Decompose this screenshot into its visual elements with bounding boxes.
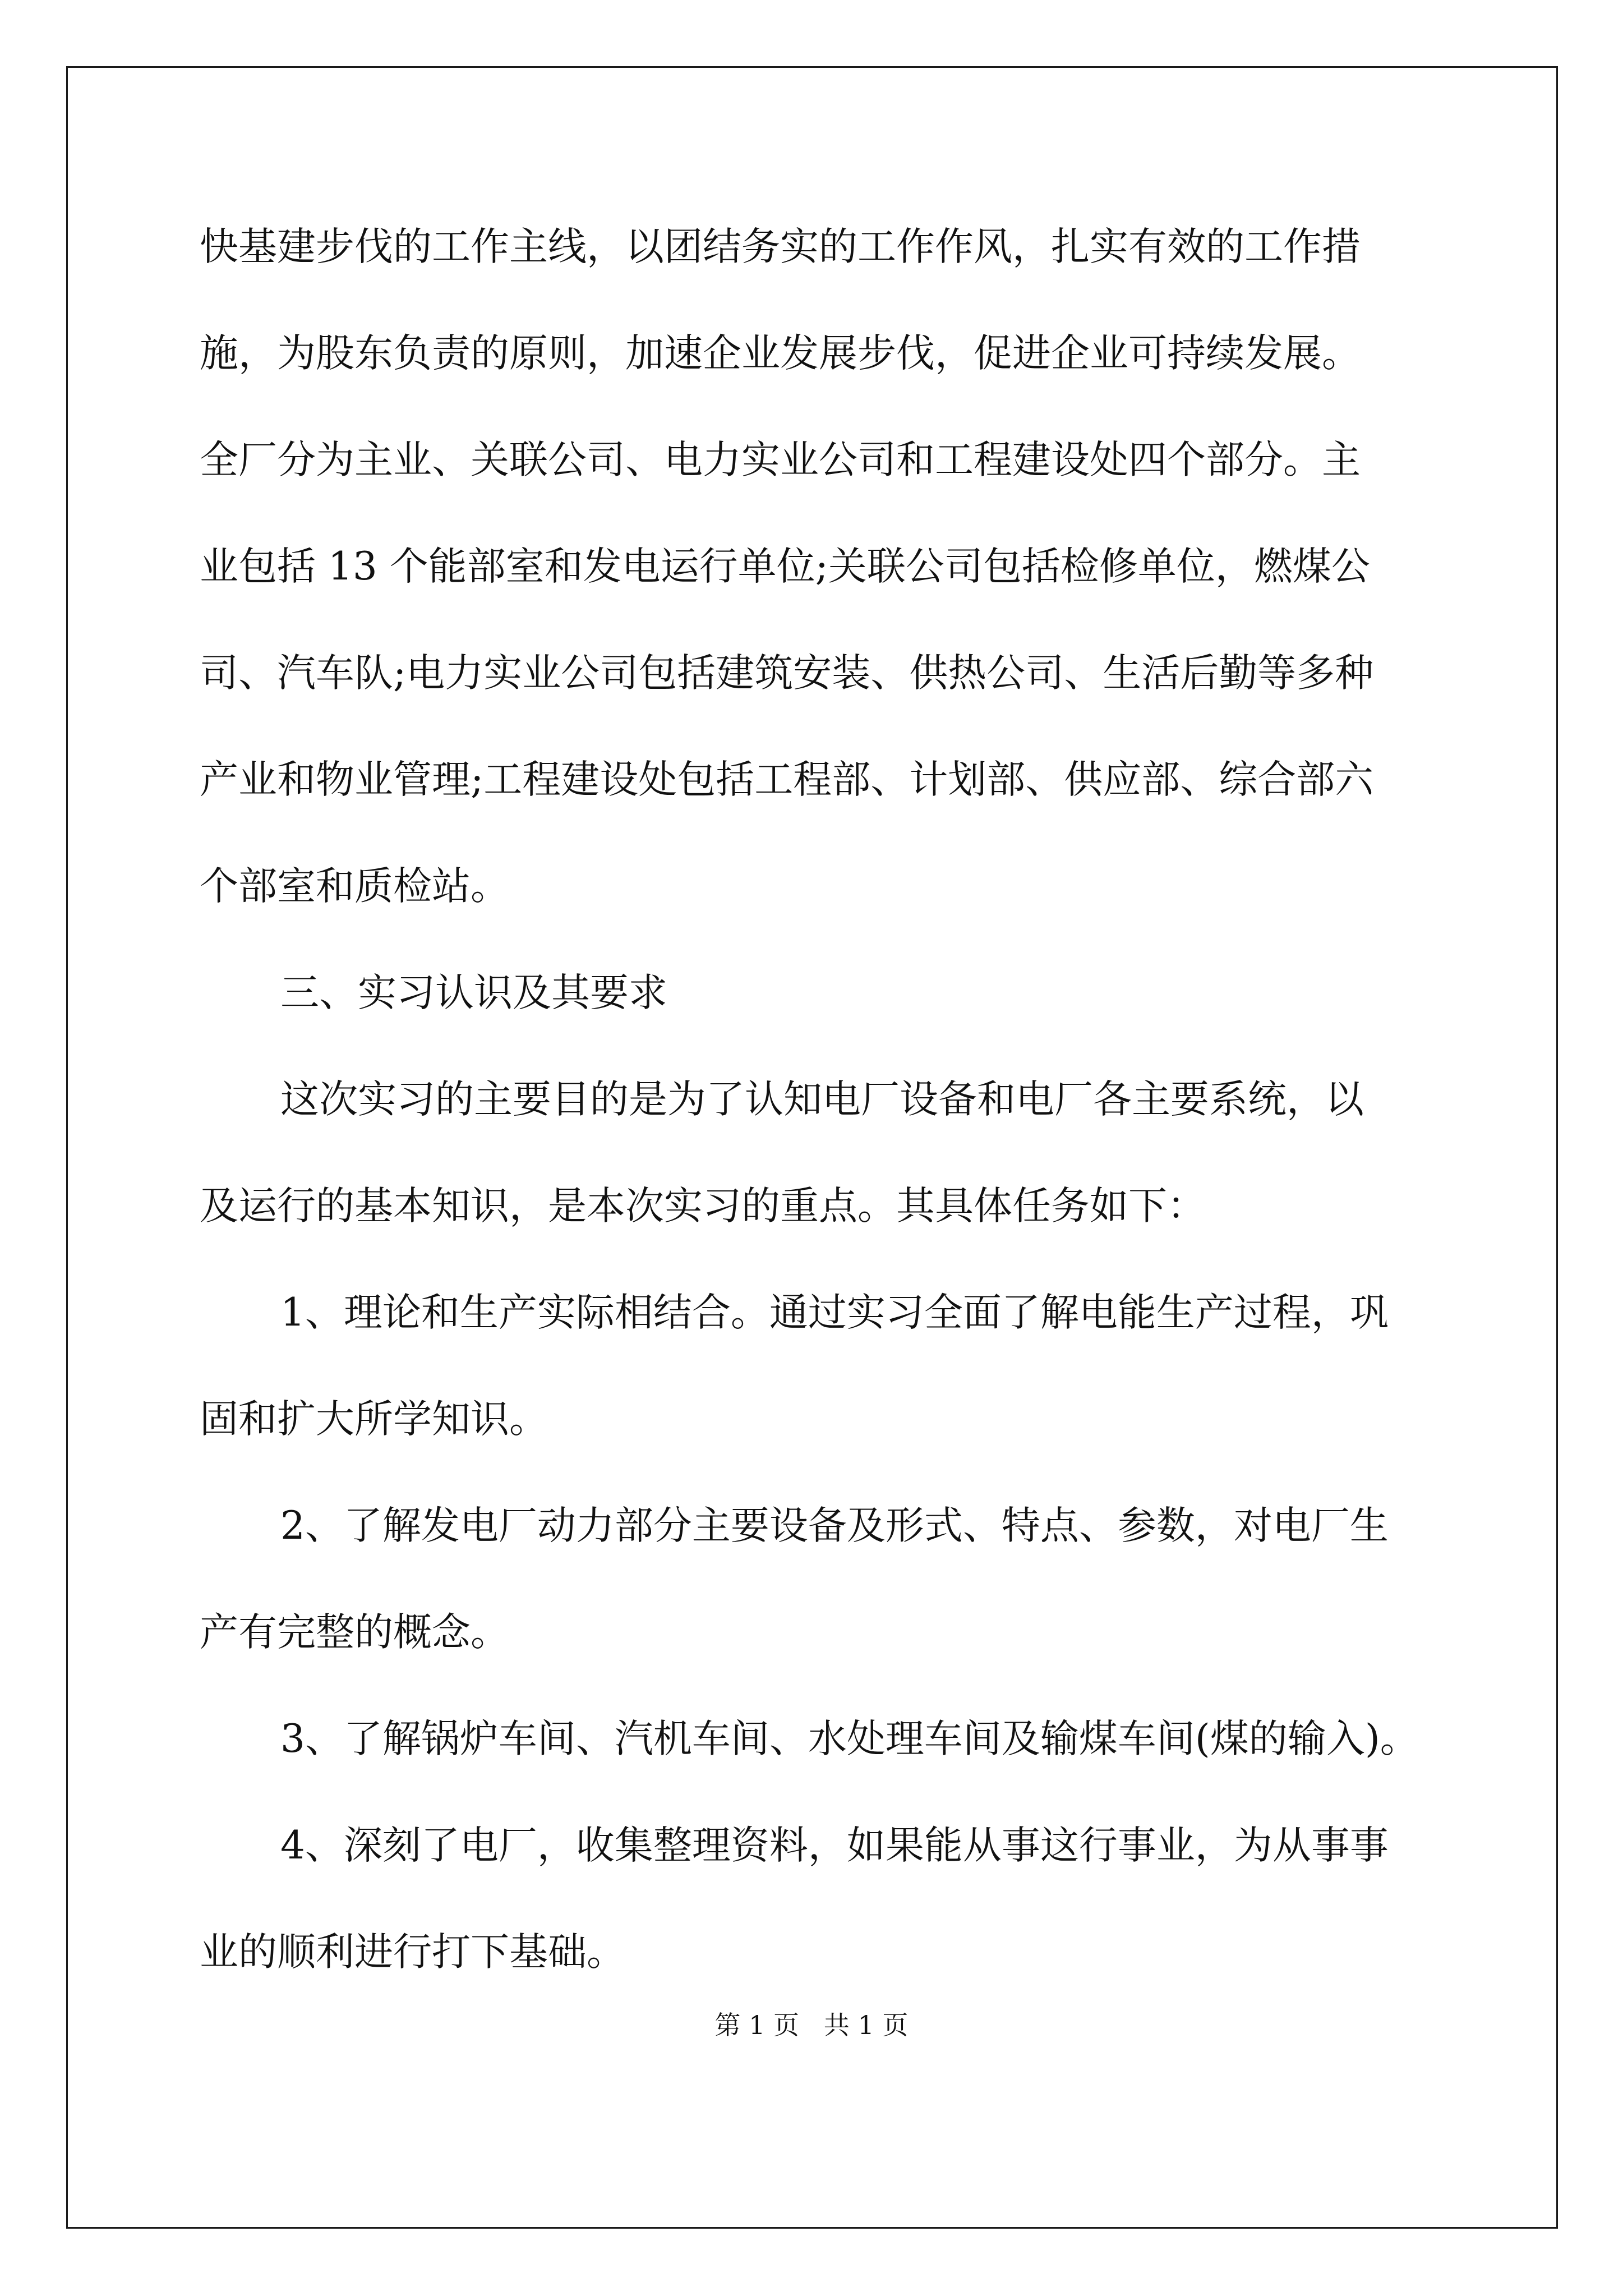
body-line-5: 司、汽车队;电力实业公司包括建筑安装、供热公司、生活后勤等多种 (200, 651, 1374, 696)
page-number: 第 1 页 共 1 页 (714, 2010, 909, 2040)
body-line-10: 及运行的基本知识，是本次实习的重点。其具体任务如下： (200, 1184, 1206, 1228)
body-line-14: 产有完整的概念。 (200, 1610, 509, 1655)
body-line-16: 4、深刻了电厂，收集整理资料，如果能从事这行事业，为从事事 (280, 1823, 1389, 1868)
body-line-15: 3、了解锅炉车间、汽机车间、水处理车间及输煤车间(煤的输入)。 (280, 1717, 1419, 1761)
body-line-6: 产业和物业管理;工程建设处包括工程部、计划部、供应部、综合部六 (200, 757, 1374, 802)
body-line-9: 这次实习的主要目的是为了认知电厂设备和电厂各主要系统，以 (280, 1077, 1364, 1122)
body-line-7: 个部室和质检站。 (200, 864, 509, 909)
body-line-13: 2、了解发电厂动力部分主要设备及形式、特点、参数，对电厂生 (280, 1503, 1389, 1548)
page-border (66, 66, 1558, 2229)
body-line-17: 业的顺利进行打下基础。 (200, 1930, 625, 1975)
section-heading: 三、实习认识及其要求 (280, 970, 667, 1015)
body-line-3: 全厂分为主业、关联公司、电力实业公司和工程建设处四个部分。主 (200, 438, 1361, 482)
body-line-2: 施，为股东负责的原则，加速企业发展步伐，促进企业可持续发展。 (200, 331, 1361, 376)
body-line-4: 业包括 13 个能部室和发电运行单位;关联公司包括检修单位，燃煤公 (200, 544, 1370, 589)
body-line-11: 1、理论和生产实际相结合。通过实习全面了解电能生产过程，巩 (280, 1290, 1389, 1335)
body-line-12: 固和扩大所学知识。 (200, 1397, 548, 1442)
body-line-1: 快基建步伐的工作主线，以团结务实的工作作风，扎实有效的工作措 (200, 224, 1361, 269)
